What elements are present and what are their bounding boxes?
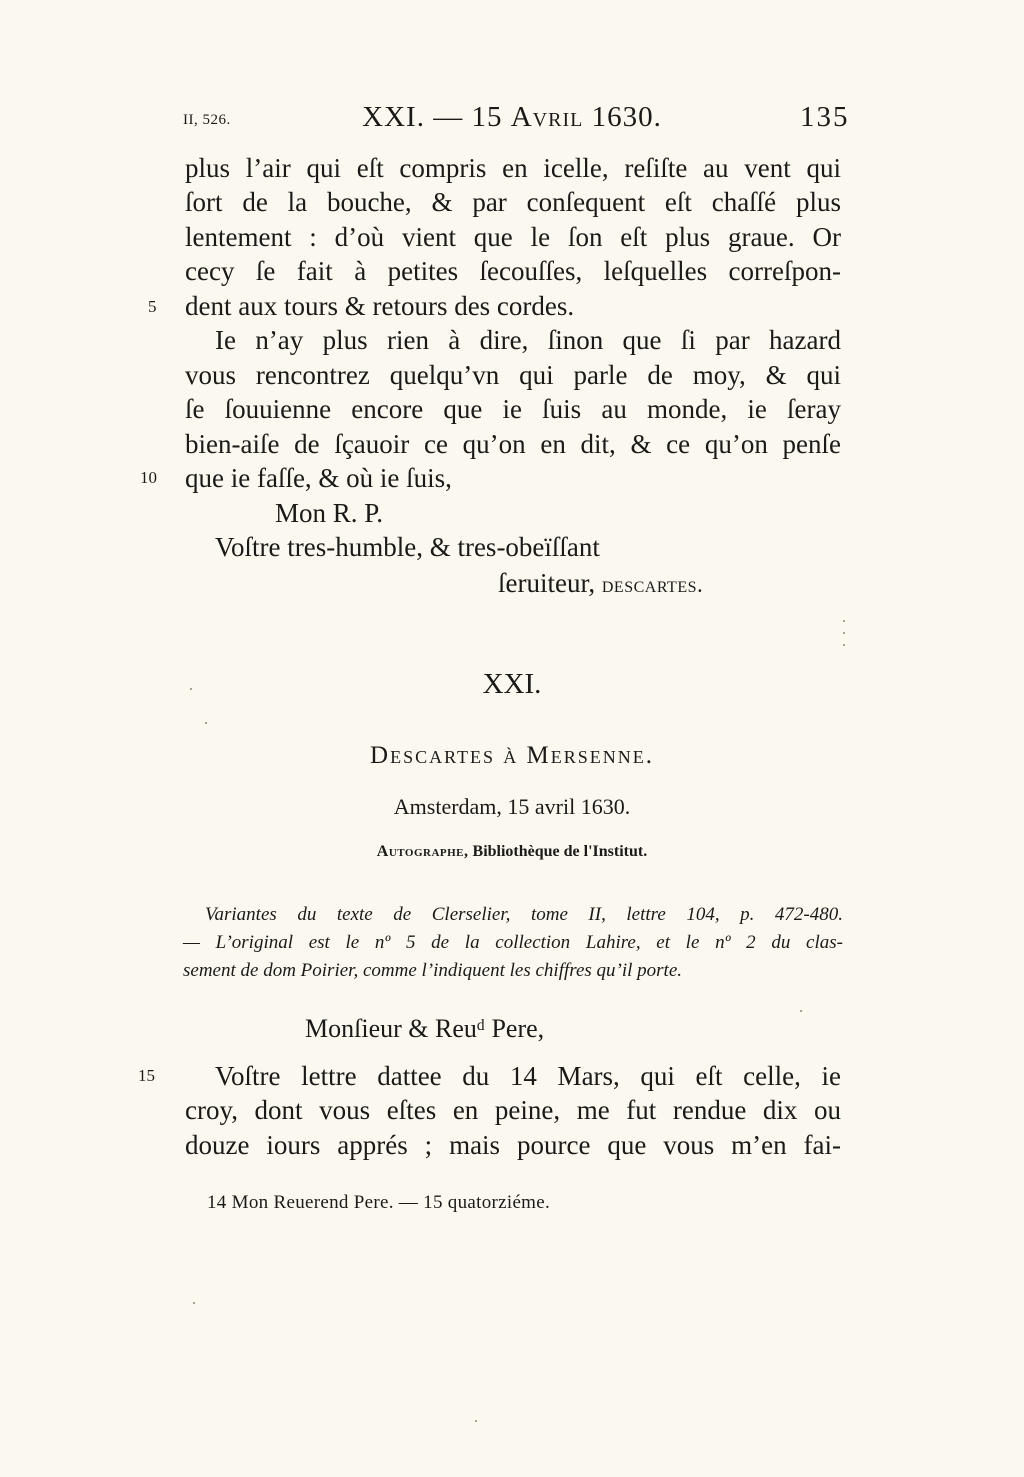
letter-source [0, 843, 1024, 861]
letter-correspondents: Descartes à Mersenne. [370, 742, 654, 769]
source-text: Bibliothèque de l'Institut. [472, 843, 648, 860]
print-speck [800, 1010, 802, 1012]
text-line: croy, dont vous eſtes en peine, me fut rendue dix ou [185, 1095, 841, 1125]
text-line: bien-aiſe de ſçauoir ce qu’on en dit, & ce qu’on penſe [185, 429, 841, 459]
print-speck [205, 722, 207, 724]
variants-line: sement de dom Poirier, comme l’indiquent les chiffres qu’il porte. [183, 960, 683, 981]
letter-place-date: Amsterdam, 15 avril 1630. [393, 794, 631, 819]
print-speck [190, 688, 192, 690]
text-line: ſe ſouuienne encore que ie ſuis au monde, ie ſeray [185, 394, 841, 424]
text-line: ſort de la bouche, & par conſequent eſt chaſſé plus [185, 187, 841, 217]
page-number: 135 [800, 101, 850, 133]
salutation: Monſieur & Reuᵈ Pere, [305, 1014, 545, 1043]
closing-signature-line [498, 566, 703, 602]
text-line: que ie faſſe, & où ie ſuis, [185, 463, 452, 493]
running-head-month: Avril [510, 101, 584, 133]
text-line: Voſtre lettre dattee du 14 Mars, qui eſt celle, ie [215, 1061, 841, 1091]
letter-number: XXI. [482, 668, 542, 700]
text-line: dent aux tours & retours des cordes. [185, 291, 575, 321]
variants-line: Variantes du texte de Clerselier, tome II, lettre 104, p. 472-480. [205, 904, 843, 925]
text-line: Ie n’ay plus rien à dire, ſinon que ſi par hazard [215, 325, 841, 355]
running-head-prefix: XXI. — 15 [362, 101, 511, 133]
print-speck [843, 632, 845, 634]
running-head-year: 1630. [583, 101, 662, 133]
text-line: plus l’air qui eſt compris en icelle, reſiſte au vent qui [185, 153, 841, 183]
closing-address: Mon R. P. [275, 498, 384, 528]
signature: descartes. [601, 572, 704, 597]
variants-line: — L’original est le nº 5 de la collection Lahire, et le nº 2 du clas- [183, 932, 843, 953]
text-line: douze iours apprés ; mais pource que vous m’en fai- [185, 1130, 841, 1160]
source-label: Autographe, [376, 843, 469, 860]
print-speck [843, 644, 845, 646]
closing-line: Voſtre tres-humble, & tres-obeïſſant [215, 532, 600, 562]
line-number: 5 [148, 297, 157, 316]
print-speck [475, 1420, 477, 1422]
print-speck [843, 620, 845, 622]
text-line: cecy ſe fait à petites ſecouſſes, leſquelles correſpon- [185, 256, 841, 286]
footnote: 14 Mon Reuerend Pere. — 15 quatorziéme. [207, 1192, 551, 1213]
text-line: lentement : d’où vient que le ſon eſt plus graue. Or [185, 222, 841, 252]
running-head-reference: II, 526. [183, 112, 231, 128]
print-speck [193, 1302, 195, 1304]
text-line: vous rencontrez quelqu’vn qui parle de moy, & qui [185, 360, 841, 390]
line-number: 10 [140, 468, 157, 487]
closing-servant: ſeruiteur, [498, 568, 596, 598]
line-number: 15 [138, 1066, 155, 1085]
running-head-title [0, 101, 1024, 134]
